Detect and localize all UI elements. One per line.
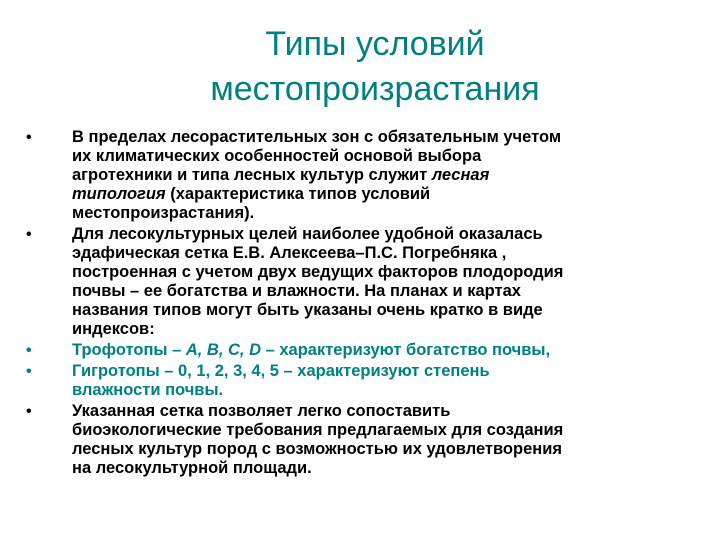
bullet-2-line-1: Для лесокультурных целей наиболее удобной оказалась xyxy=(72,225,543,243)
bullet-1-line-4 xyxy=(72,185,706,204)
bullet-3-line-1 xyxy=(72,341,706,360)
bullet-1-line-1: В пределах лесорастительных зон с обязательным учетом xyxy=(72,128,562,146)
bullet-2-line-5: названия типов могут быть указаны очень кратко в виде xyxy=(72,301,543,319)
bullet-3-suffix: – характеризуют богатство почвы, xyxy=(261,341,551,359)
bullet-5-line-1: Указанная сетка позволяет легко сопоставить xyxy=(72,402,451,420)
bullet-item-1 xyxy=(26,128,706,223)
bullet-2-line-2: эдафическая сетка Е.В. Алексеева–П.С. Погребняка , xyxy=(72,244,507,262)
bullet-item-2 xyxy=(26,225,706,339)
bullet-1-line-5: местопроизрастания). xyxy=(72,204,255,222)
bullet-2-line-6: индексов: xyxy=(72,320,155,338)
bullet-5-line-3: лесных культур пород с возможностью их удовлетворения xyxy=(72,440,563,458)
bullet-item-5 xyxy=(26,402,706,478)
bullet-1-line-3-text: агротехники и типа лесных культур служит xyxy=(72,166,428,184)
bullet-5-line-2: биоэкологические требования предлагаемых для создания xyxy=(72,421,564,439)
bullet-2-line-4: почвы – ее богатства и влажности. На планах и картах xyxy=(72,282,521,300)
slide-title-line-1: Типы условий xyxy=(265,25,485,63)
bullet-item-3 xyxy=(26,341,706,360)
bullet-1-italic-term: лесная xyxy=(431,166,490,184)
bullet-marker: • xyxy=(26,226,32,243)
bullet-3-italic-indexes: А, В, С, D xyxy=(185,341,262,359)
bullet-list xyxy=(26,128,706,480)
bullet-1-line-3 xyxy=(72,166,706,185)
bullet-marker: • xyxy=(26,342,32,359)
bullet-marker: • xyxy=(26,129,32,146)
bullet-3-prefix: Трофотопы – xyxy=(72,341,186,359)
bullet-1-line-4-text: (характеристика типов условий xyxy=(165,185,431,203)
bullet-1-line-2: их климатических особенностей основой выбора xyxy=(72,147,482,165)
bullet-1-italic-term-2: типология xyxy=(72,185,166,203)
bullet-2-line-3: построенная с учетом двух ведущих факторов плодородия xyxy=(72,263,564,281)
bullet-item-4 xyxy=(26,362,706,400)
bullet-4-line-2: влажности почвы. xyxy=(72,381,224,399)
bullet-marker: • xyxy=(26,363,32,380)
bullet-marker: • xyxy=(26,403,32,420)
slide-title xyxy=(150,22,600,112)
bullet-4-line-1: Гигротопы – 0, 1, 2, 3, 4, 5 – характеризуют степень xyxy=(72,362,490,380)
bullet-5-line-4: на лесокультурной площади. xyxy=(72,459,312,477)
slide-title-line-2: местопроизрастания xyxy=(210,70,540,108)
